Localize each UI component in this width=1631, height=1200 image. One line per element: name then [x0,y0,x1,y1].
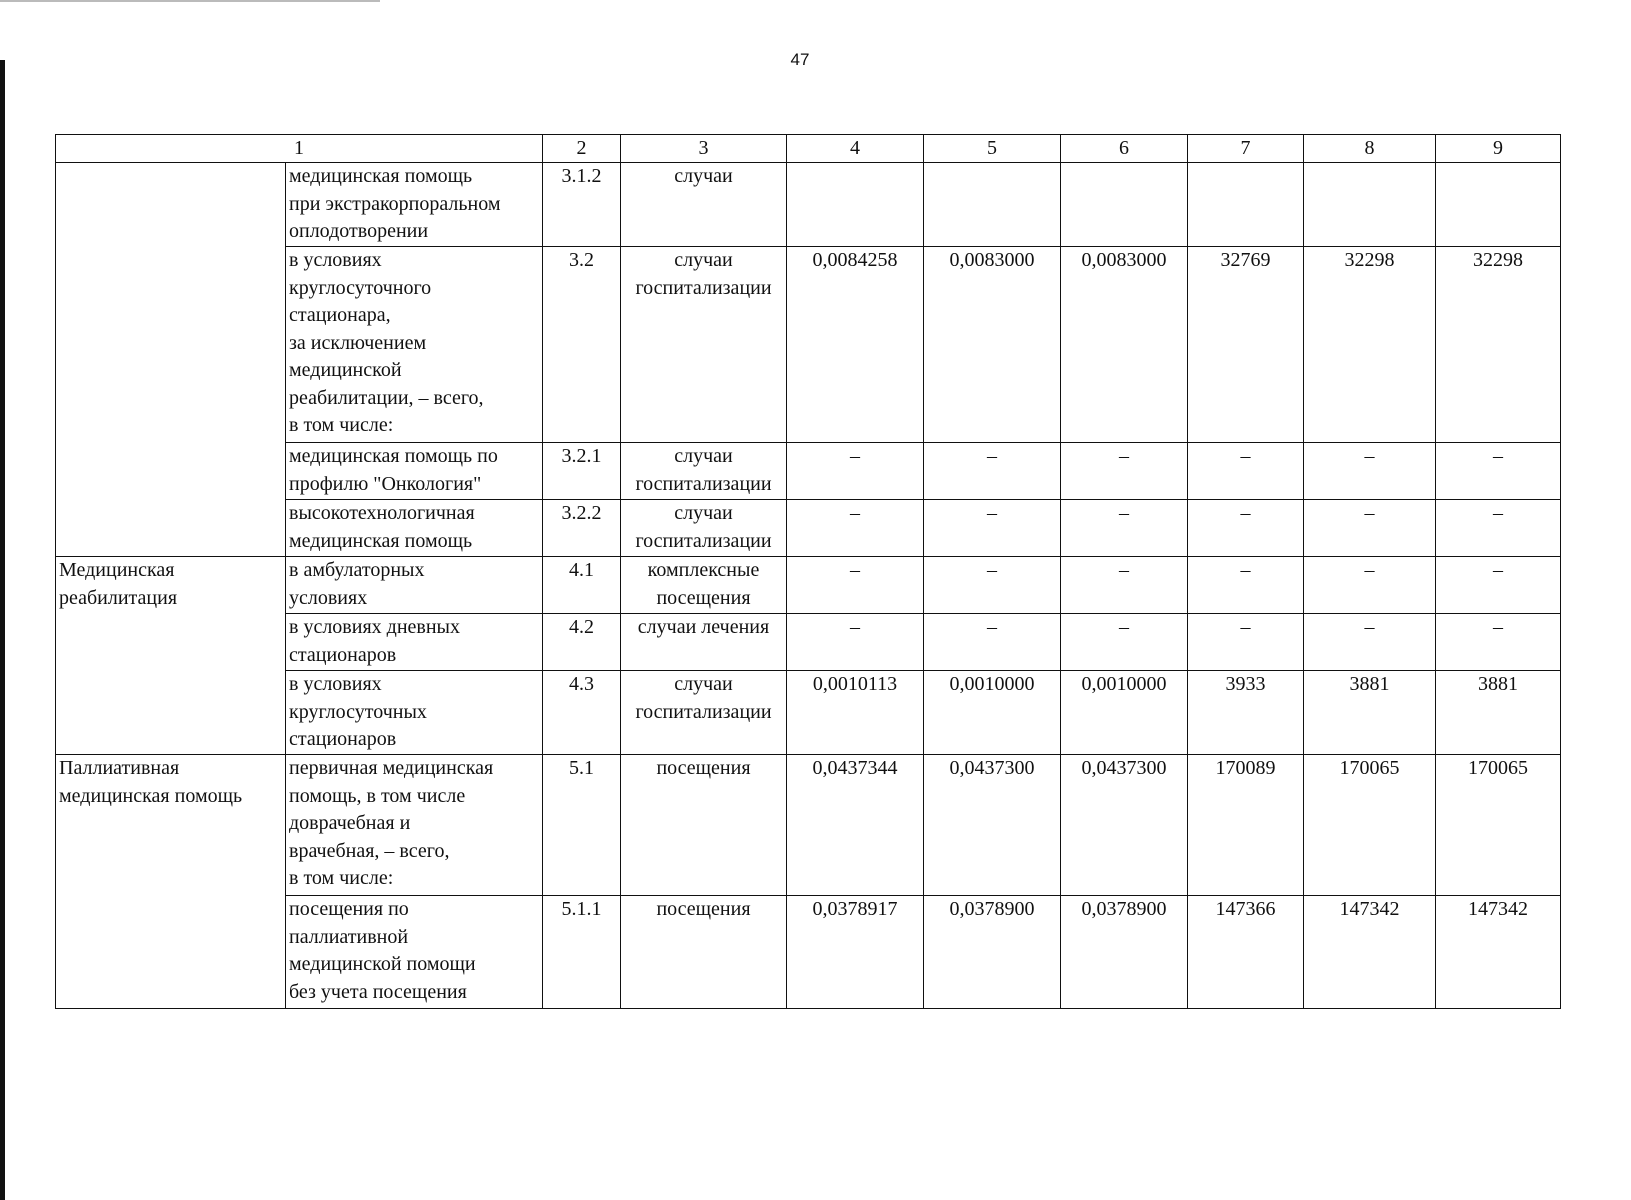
value-cell: 170065 [1304,755,1436,896]
value-cell [1188,163,1304,247]
value-cell: 0,0010000 [1061,671,1188,755]
value-cell: – [787,443,924,500]
unit-cell: случаи госпитализации [621,443,787,500]
row-number-cell: 4.1 [543,557,621,614]
value-cell: – [1436,614,1561,671]
subcategory-cell: в условиях дневных стационаров [286,614,543,671]
value-cell: – [1436,443,1561,500]
table-row [56,755,1561,896]
value-cell: 0,0378900 [1061,896,1188,1009]
subcategory-cell: посещения по паллиативной медицинской помощи без учета посещения [286,896,543,1009]
value-cell: – [1304,557,1436,614]
header-cell: 8 [1304,135,1436,163]
row-number-cell: 3.1.2 [543,163,621,247]
value-cell: 32769 [1188,247,1304,443]
value-cell: 32298 [1436,247,1561,443]
scan-edge-left [0,60,5,1200]
unit-cell: посещения [621,755,787,896]
row-number-cell: 3.2.2 [543,500,621,557]
row-number-cell: 4.3 [543,671,621,755]
unit-cell: случаи госпитализации [621,500,787,557]
value-cell: 147342 [1304,896,1436,1009]
header-cell: 1 [56,135,543,163]
category-cell: Медицинская реабилитация [56,557,286,755]
value-cell: 0,0010000 [924,671,1061,755]
value-cell: 0,0437344 [787,755,924,896]
value-cell: 147366 [1188,896,1304,1009]
value-cell: – [1061,557,1188,614]
header-cell: 3 [621,135,787,163]
value-cell [1304,163,1436,247]
data-table [55,134,1561,1009]
value-cell [787,163,924,247]
unit-cell: посещения [621,896,787,1009]
row-number-cell: 3.2.1 [543,443,621,500]
value-cell: – [1188,443,1304,500]
value-cell: – [1188,500,1304,557]
value-cell: – [1436,500,1561,557]
value-cell: 0,0083000 [1061,247,1188,443]
header-row [56,135,1561,163]
header-cell: 9 [1436,135,1561,163]
value-cell: – [1304,500,1436,557]
value-cell: – [924,443,1061,500]
value-cell: 147342 [1436,896,1561,1009]
unit-cell: случаи [621,163,787,247]
value-cell: – [787,614,924,671]
row-number-cell: 5.1 [543,755,621,896]
value-cell: 0,0437300 [1061,755,1188,896]
value-cell: – [787,557,924,614]
value-cell: – [924,614,1061,671]
row-number-cell: 4.2 [543,614,621,671]
header-cell: 6 [1061,135,1188,163]
subcategory-cell: в условиях круглосуточного стационара, за исключением медицинской реабилитации, – всего, в том числе: [286,247,543,443]
value-cell: 0,0010113 [787,671,924,755]
subcategory-cell: медицинская помощь по профилю "Онкология" [286,443,543,500]
value-cell [924,163,1061,247]
value-cell: – [1061,500,1188,557]
header-cell: 7 [1188,135,1304,163]
value-cell: 170089 [1188,755,1304,896]
header-cell: 4 [787,135,924,163]
value-cell: 3881 [1436,671,1561,755]
value-cell: – [924,557,1061,614]
value-cell: 170065 [1436,755,1561,896]
unit-cell: случаи лечения [621,614,787,671]
value-cell: – [924,500,1061,557]
value-cell [1436,163,1561,247]
value-cell: 3933 [1188,671,1304,755]
unit-cell: случаи госпитализации [621,247,787,443]
table-row [56,557,1561,614]
value-cell: 0,0437300 [924,755,1061,896]
category-cell: Паллиативная медицинская помощь [56,755,286,1009]
value-cell: 32298 [1304,247,1436,443]
table-row [56,163,1561,247]
value-cell: – [1304,443,1436,500]
value-cell: 0,0378900 [924,896,1061,1009]
value-cell: – [1061,443,1188,500]
category-cell [56,163,286,557]
value-cell [1061,163,1188,247]
scan-edge-top [0,0,380,2]
subcategory-cell: первичная медицинская помощь, в том числе доврачебная и врачебная, – всего, в том числе: [286,755,543,896]
value-cell: – [1188,557,1304,614]
value-cell: 0,0084258 [787,247,924,443]
subcategory-cell: медицинская помощь при экстракорпоральном оплодотворении [286,163,543,247]
value-cell: – [787,500,924,557]
page-number: 47 [790,50,810,69]
value-cell: – [1436,557,1561,614]
unit-cell: случаи госпитализации [621,671,787,755]
row-number-cell: 3.2 [543,247,621,443]
header-cell: 5 [924,135,1061,163]
subcategory-cell: высокотехнологичная медицинская помощь [286,500,543,557]
row-number-cell: 5.1.1 [543,896,621,1009]
value-cell: 3881 [1304,671,1436,755]
unit-cell: комплексные посещения [621,557,787,614]
subcategory-cell: в условиях круглосуточных стационаров [286,671,543,755]
value-cell: – [1061,614,1188,671]
value-cell: 0,0378917 [787,896,924,1009]
subcategory-cell: в амбулаторных условиях [286,557,543,614]
header-cell: 2 [543,135,621,163]
value-cell: – [1304,614,1436,671]
value-cell: 0,0083000 [924,247,1061,443]
value-cell: – [1188,614,1304,671]
